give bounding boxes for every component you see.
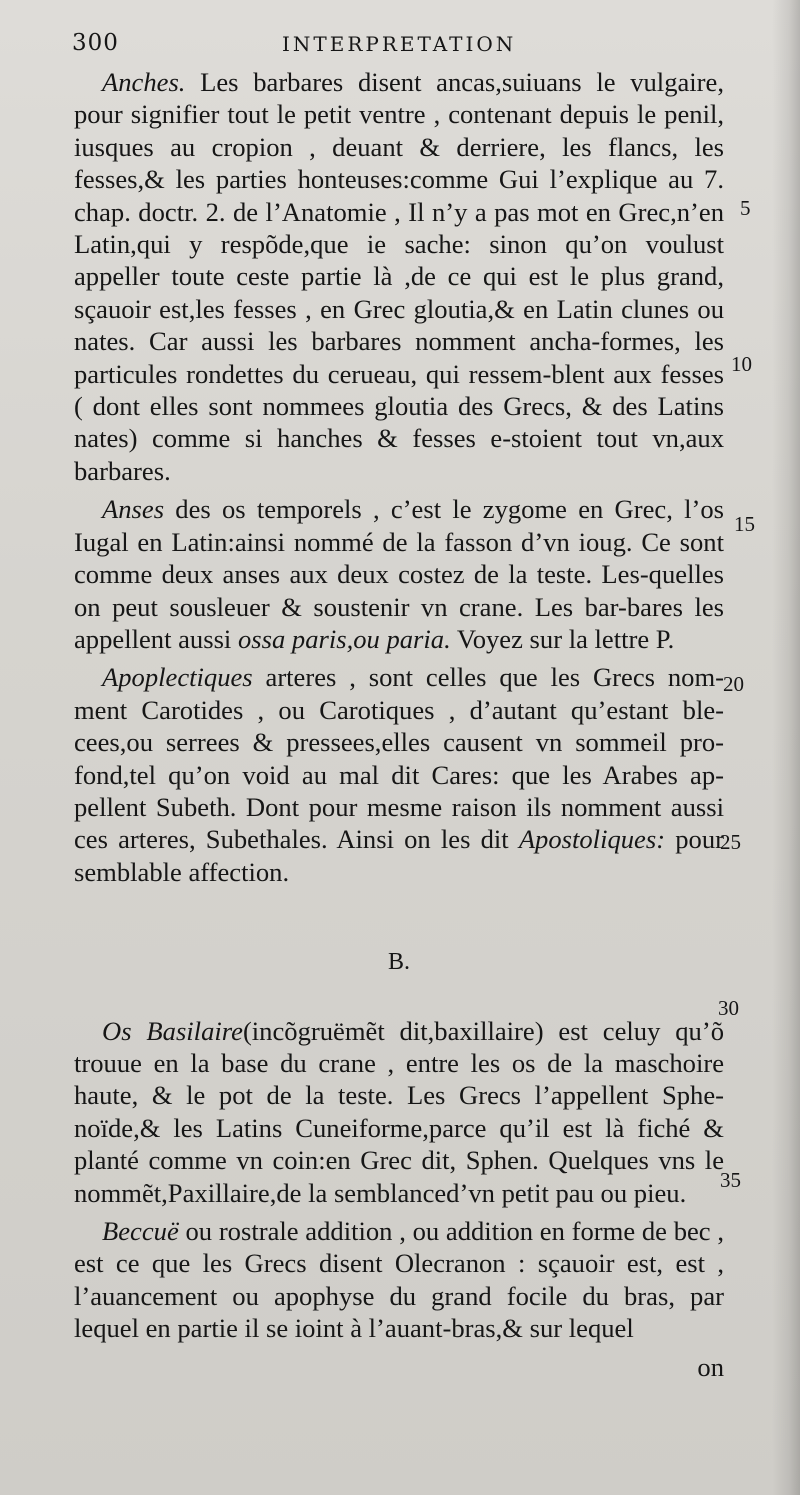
line-number: 15 [734, 512, 755, 536]
entry-term: Anses [102, 494, 165, 525]
line-number: 10 [731, 352, 752, 376]
entry-term: Anches. [102, 67, 186, 97]
entry-term-inline: Apostoliques: [518, 824, 666, 855]
folio-number: 300 [72, 30, 119, 56]
entry-term-inline: ossa paris,ou paria. [237, 623, 451, 654]
entry-text: Les barbares disent ancas,suiuans le vulgaire, pour signifier tout le petit ventre , contenant depuis le penil, iusques au cropion , deuant & derriere, les flancs, les fesses,& les parties honteuses:comme Gui l’explique au 7. chap. doctr. 2. de l’Anatomie , Il n’y a pas mot en Grec,n’en Latin,qui y respõde,que ie sache: sinon qu’on voulust appeller toute ceste partie là ,de ce qui est le plus grand, sçauoir est,les fesses , en Grec gloutia,& en Latin clunes ou nates. Car aussi les barbares nomment ancha-formes, les particules rondettes du cerueau, qui ressem-blent aux fesses ( dont elles sont nommees gloutia des Grecs, & des Latins nates) comme si hanches & fesses e-stoient tout vn,aux barbares. [74, 67, 724, 486]
section-letter: B. [387, 949, 410, 976]
entry-text: pour semblable affection. [74, 824, 724, 887]
entry-text: arteres , sont celles que les Grecs nom-ment Carotides , ou Carotiques , d’autant qu’estant ble-cees,ou serrees & pressees,elles causent vn sommeil pro-fond,tel qu’on void au mal dit Cares: que les Arabes ap-pellent Subeth. Dont pour mesme raison ils nomment aussi ces arteres, Subethales. Ainsi on les dit [74, 662, 724, 855]
line-number: 35 [720, 1168, 741, 1192]
entry-term: Beccuë [102, 1216, 179, 1246]
line-number: 25 [720, 830, 741, 854]
entry-text: (incõgruëmẽt dit,baxillaire) est celuy qu’õ trouue en la base du crane , entre les os de la maschoire haute, & le pot de la teste. Les Grecs l’appellent Sphe-noïde,& les Latins Cuneiforme,parce qu’il est là fiché & planté comme vn coin:en Grec dit, Sphen. Quelques vns le nommẽt,Paxillaire,de la semblanced’vn petit pau ou pieu. [74, 1015, 724, 1208]
entry-text: ou rostrale addition , ou addition en forme de bec , est ce que les Grecs disent Olecranon : sçauoir est, est , l’auancement ou apophyse du grand focile du bras, par lequel en partie il se ioint à l’auant-bras,& sur lequel [74, 1216, 724, 1344]
line-number: 5 [740, 196, 751, 220]
line-number: 20 [723, 672, 744, 696]
line-number: 30 [718, 996, 739, 1020]
entry-text: Voyez sur la lettre P. [450, 623, 675, 654]
entry-text: des os temporels , c’est le zygome en Grec, l’os Iugal en Latin:ainsi nommé de la fasson d’vn ioug. Ce sont comme deux anses aux deux costez de la teste. Les-quelles on peut sousleuer & soustenir vn crane. Les bar-bares les appellent aussi [74, 494, 724, 654]
running-head: INTERPRETATION [282, 32, 517, 56]
catchword: on [697, 1351, 724, 1382]
entry-term: Apoplectiques [102, 662, 253, 693]
entry-term: Os Basilaire [102, 1015, 243, 1046]
